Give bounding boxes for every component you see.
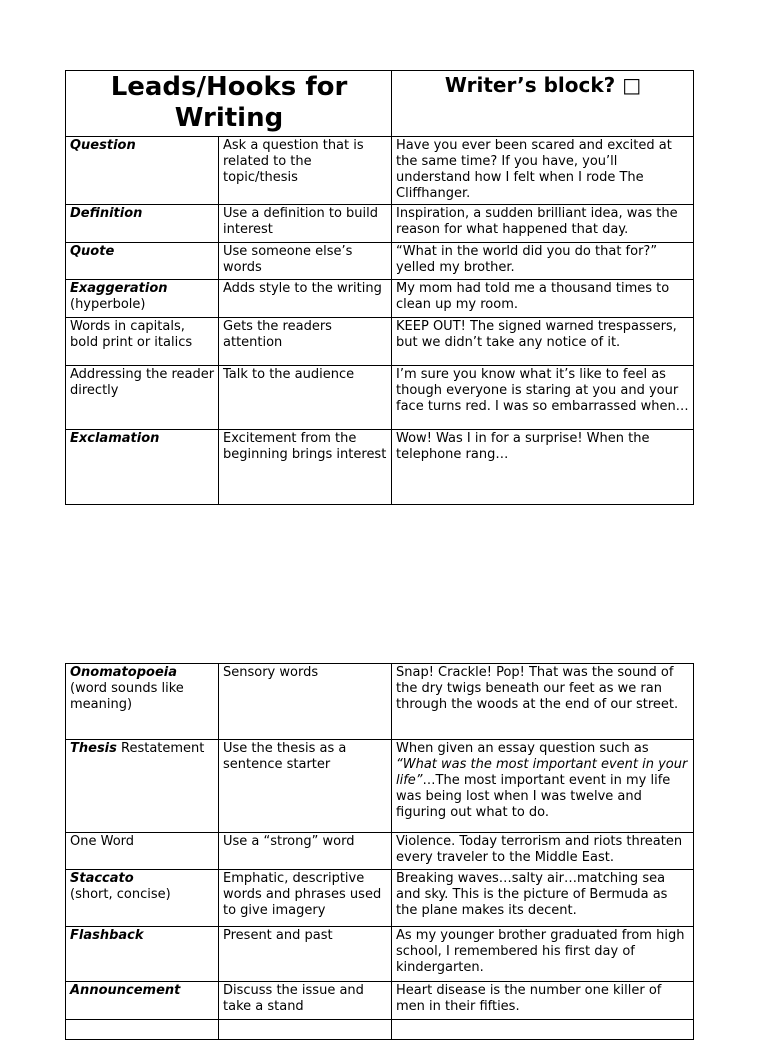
term-cell bbox=[66, 664, 219, 740]
example-post: …The most important event in my life was being lost when I was twelve and figuring out what to do. bbox=[396, 773, 671, 820]
example-cell: Heart disease is the number one killer of men in their fifties. bbox=[392, 982, 694, 1020]
hooks-table-2 bbox=[65, 663, 694, 1040]
table-row bbox=[66, 318, 694, 366]
table-row bbox=[66, 870, 694, 927]
table-row bbox=[66, 740, 694, 833]
term-cell: Addressing the reader directly bbox=[66, 366, 219, 430]
desc-cell: Present and past bbox=[219, 927, 392, 982]
example-pre: When given an essay question such as bbox=[396, 741, 649, 756]
term-bold: Exaggeration bbox=[70, 281, 168, 296]
table-row bbox=[66, 137, 694, 205]
desc-cell: Sensory words bbox=[219, 664, 392, 740]
table-subtitle: Writer’s block? □ bbox=[392, 71, 694, 137]
example-italic: “What was the most important event in your life” bbox=[396, 757, 688, 788]
term-bold: Staccato bbox=[70, 871, 134, 886]
term-bold: Thesis bbox=[70, 741, 117, 756]
table-row bbox=[66, 664, 694, 740]
desc-cell: Talk to the audience bbox=[219, 366, 392, 430]
example-cell: KEEP OUT! The signed warned trespassers, but we didn’t take any notice of it. bbox=[392, 318, 694, 366]
table-row bbox=[66, 927, 694, 982]
term-bold: Definition bbox=[70, 206, 143, 221]
term-cell bbox=[66, 137, 219, 205]
table-row bbox=[66, 430, 694, 505]
example-cell: Violence. Today terrorism and riots threaten every traveler to the Middle East. bbox=[392, 833, 694, 870]
term-note: (hyperbole) bbox=[70, 297, 146, 312]
term-bold: Onomatopoeia bbox=[70, 665, 177, 680]
term-cell bbox=[66, 982, 219, 1020]
term-cell bbox=[66, 430, 219, 505]
desc-cell: Emphatic, descriptive words and phrases used to give imagery bbox=[219, 870, 392, 927]
term-cell bbox=[66, 740, 219, 833]
table-row bbox=[66, 366, 694, 430]
desc-cell: Use the thesis as a sentence starter bbox=[219, 740, 392, 833]
example-cell: My mom had told me a thousand times to clean up my room. bbox=[392, 280, 694, 318]
desc-cell: Discuss the issue and take a stand bbox=[219, 982, 392, 1020]
example-cell: Wow! Was I in for a surprise! When the telephone rang… bbox=[392, 430, 694, 505]
term-cell bbox=[66, 927, 219, 982]
desc-cell: Use a “strong” word bbox=[219, 833, 392, 870]
example-cell bbox=[392, 740, 694, 833]
example-cell: “What in the world did you do that for?” yelled my brother. bbox=[392, 243, 694, 280]
term-note: (short, concise) bbox=[70, 887, 171, 902]
example-cell: As my younger brother graduated from high school, I remembered his first day of kindergarten. bbox=[392, 927, 694, 982]
example-cell: Have you ever been scared and excited at the same time? If you have, you’ll understand how I felt when I rode The Cliffhanger. bbox=[392, 137, 694, 205]
table-row bbox=[66, 243, 694, 280]
example-cell: I’m sure you know what it’s like to feel as though everyone is staring at you and your face turns red. I was so embarrassed when… bbox=[392, 366, 694, 430]
table-row-partial bbox=[66, 1020, 694, 1040]
term-cell bbox=[66, 870, 219, 927]
term-bold: Question bbox=[70, 138, 136, 153]
desc-cell: Adds style to the writing bbox=[219, 280, 392, 318]
desc-cell: Ask a question that is related to the topic/thesis bbox=[219, 137, 392, 205]
example-cell: Snap! Crackle! Pop! That was the sound of the dry twigs beneath our feet as we ran through the woods at the end of our street. bbox=[392, 664, 694, 740]
table-row bbox=[66, 982, 694, 1020]
desc-cell: Excitement from the beginning brings interest bbox=[219, 430, 392, 505]
term-bold: Exclamation bbox=[70, 431, 160, 446]
term-cell bbox=[66, 280, 219, 318]
term-note: Restatement bbox=[116, 741, 205, 756]
table-row bbox=[66, 280, 694, 318]
term-cell: Words in capitals, bold print or italics bbox=[66, 318, 219, 366]
example-cell: Inspiration, a sudden brilliant idea, was the reason for what happened that day. bbox=[392, 205, 694, 243]
desc-cell: Use a definition to build interest bbox=[219, 205, 392, 243]
term-bold: Flashback bbox=[70, 928, 144, 943]
example-cell: Breaking waves…salty air…matching sea and sky. This is the picture of Bermuda as the plane makes its decent. bbox=[392, 870, 694, 927]
table-title: Leads/Hooks for Writing bbox=[66, 71, 392, 137]
hooks-table-1 bbox=[65, 70, 694, 505]
term-bold: Announcement bbox=[70, 983, 181, 998]
desc-cell: Gets the readers attention bbox=[219, 318, 392, 366]
desc-cell: Use someone else’s words bbox=[219, 243, 392, 280]
term-cell bbox=[66, 243, 219, 280]
term-note: (word sounds like meaning) bbox=[70, 681, 184, 712]
term-bold: Quote bbox=[70, 244, 115, 259]
term-cell bbox=[66, 205, 219, 243]
table-row bbox=[66, 205, 694, 243]
term-cell: One Word bbox=[66, 833, 219, 870]
table-row bbox=[66, 833, 694, 870]
